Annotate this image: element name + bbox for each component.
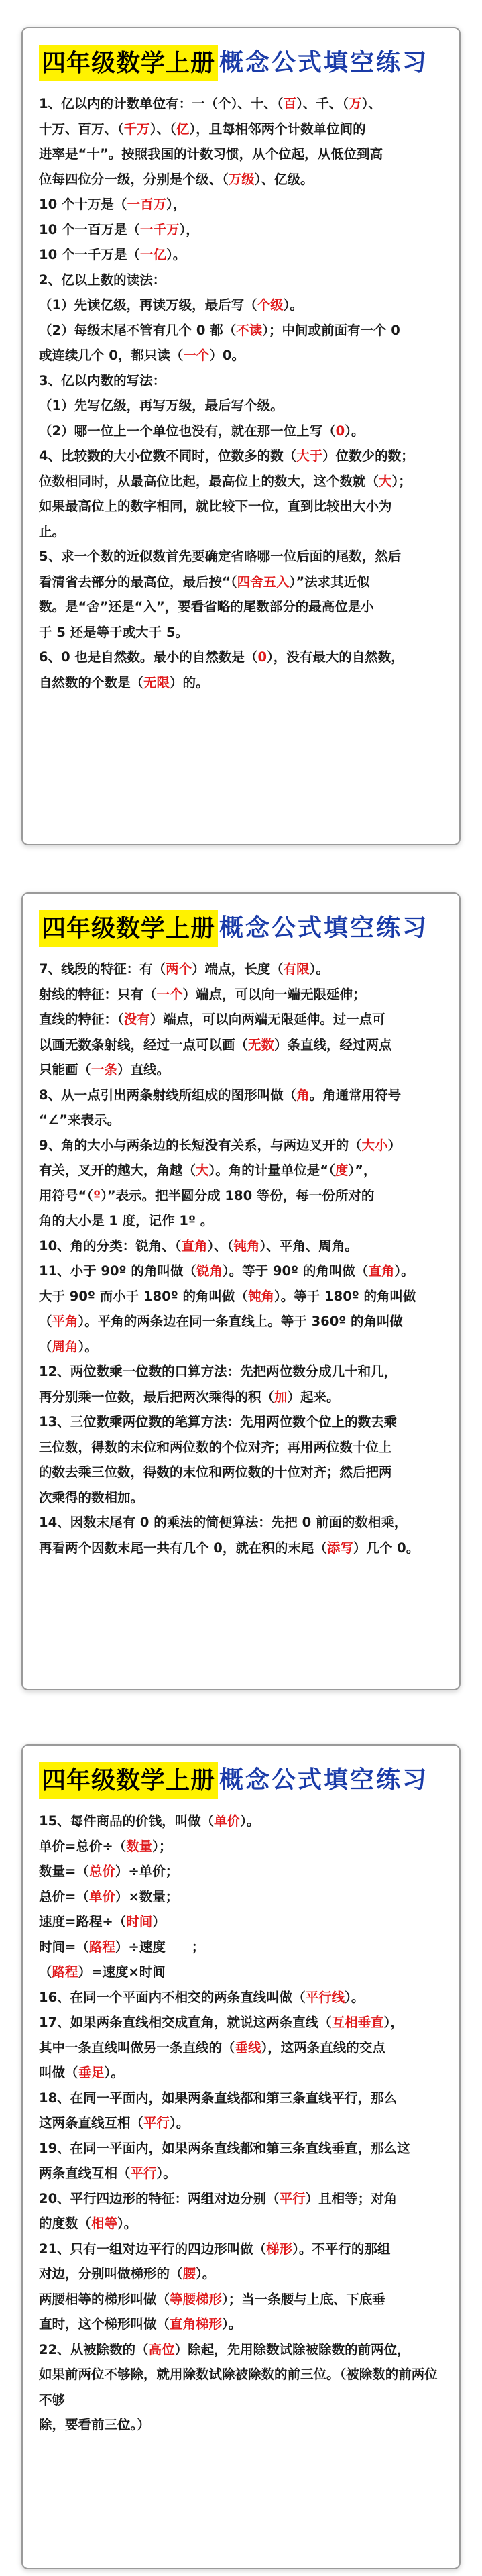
text-line	[39, 2035, 446, 2061]
prompt-text: 只能画（	[39, 1062, 92, 1077]
answer-text: 没有	[123, 1012, 150, 1027]
prompt-text: 如果最高位上的数字相同，就比较下一位，直到比较出大小为	[39, 498, 392, 514]
text-line	[39, 2237, 446, 2262]
text-line	[39, 192, 446, 217]
answer-text: 单价	[214, 1813, 241, 1829]
prompt-text: ）。	[166, 247, 186, 262]
card-title	[39, 908, 446, 949]
prompt-text: 除，要看前三位。）	[39, 2417, 150, 2432]
answer-text: 数量	[126, 1838, 153, 1854]
prompt-text: 12、两位数乘一位数的口算方法：先把两位数分成几十和几，	[39, 1364, 398, 1379]
card-body	[39, 91, 446, 695]
prompt-text: ）。	[394, 1263, 414, 1279]
answer-text: º	[93, 1187, 101, 1203]
prompt-text: 射线的特征：只有（	[39, 986, 157, 1002]
prompt-text: ），	[383, 2015, 404, 2030]
text-line	[39, 2362, 446, 2412]
title-rest: 概念公式填空练习	[219, 49, 429, 76]
text-line	[39, 2010, 446, 2035]
title-highlight: 四年级数学上册	[39, 910, 218, 947]
text-line	[39, 544, 446, 570]
prompt-text: 15、每件商品的价钱，叫做（	[39, 1813, 215, 1829]
prompt-text: 5、求一个数的近似数首先要确定省略哪一位后面的尾数，然后	[39, 549, 402, 564]
prompt-text: ）端点，长度（	[192, 961, 284, 977]
prompt-text: ）的。	[170, 674, 209, 690]
answer-text: 加	[274, 1389, 288, 1405]
prompt-text: 21、只有一组对边平行的四边形叫做（	[39, 2241, 267, 2257]
prompt-text: 数量=（	[39, 1864, 89, 1879]
prompt-text: ）、（	[149, 121, 176, 137]
text-line	[39, 318, 446, 343]
prompt-text: 大于 90º 而小于 180º 的角叫做（	[39, 1288, 248, 1304]
answer-text: 万级	[228, 171, 255, 187]
prompt-text: 19、在同一平面内，如果两条直线都和第三条直线垂直，那么这	[39, 2140, 410, 2156]
prompt-text: ）。	[222, 2316, 242, 2332]
prompt-text: ）、亿级。	[254, 171, 314, 187]
prompt-text: 10 个一千万是（	[39, 247, 140, 262]
text-line	[39, 1809, 446, 1834]
answer-text: 角	[296, 1087, 310, 1103]
prompt-text: 有关，叉开的越大，角越（	[39, 1163, 196, 1178]
answer-text: 时间	[126, 1914, 153, 1929]
text-line	[39, 217, 446, 243]
answer-text: 直角梯形	[170, 2316, 223, 2332]
text-line	[39, 1435, 446, 1460]
answer-text: 平行	[130, 2165, 157, 2181]
text-line	[39, 292, 446, 318]
card-body	[39, 1809, 446, 2438]
prompt-text: ）	[152, 1914, 166, 1929]
text-line	[39, 1183, 446, 1209]
prompt-text: 11、小于 90º 的角叫做（	[39, 1263, 196, 1279]
answer-text: 高位	[148, 2341, 175, 2357]
prompt-text: 或连续几个 0，都只读（	[39, 347, 184, 363]
prompt-text: 直时，这个梯形叫做（	[39, 2316, 170, 2332]
answer-text: 万	[349, 96, 362, 111]
prompt-text: ）。	[196, 2266, 216, 2282]
prompt-text: ），	[179, 221, 199, 237]
prompt-text: “∠”来表示。	[39, 1112, 121, 1128]
prompt-text: 再分别乘一位数，最后把两次乘得的积（	[39, 1389, 275, 1405]
text-line	[39, 982, 446, 1008]
answer-text: 大小	[361, 1137, 388, 1153]
answer-text: 路程	[88, 1939, 115, 1955]
answer-text: 平行	[279, 2190, 306, 2206]
prompt-text: ）端点，可以向两端无限延伸。过一点可	[149, 1012, 385, 1027]
text-line	[39, 2412, 446, 2438]
text-line	[39, 670, 446, 696]
text-line	[39, 1960, 446, 1985]
text-line	[39, 1334, 446, 1360]
prompt-text: ）；	[391, 473, 412, 489]
card-title	[39, 43, 446, 83]
prompt-text: 的数去乘三位数，得数的末位和两位数的十位对齐；然后把两	[39, 1464, 392, 1480]
text-line	[39, 117, 446, 142]
answer-text: 千万	[123, 121, 150, 137]
prompt-text: 18、在同一平面内，如果两条直线都和第三条直线平行，那么	[39, 2090, 398, 2106]
prompt-text: ）。	[170, 2115, 190, 2131]
text-line	[39, 570, 446, 595]
answer-text: 一亿	[139, 247, 166, 262]
answer-text: 梯形	[266, 2241, 293, 2257]
prompt-text: 两腰相等的梯形叫做（	[39, 2291, 170, 2307]
prompt-text: ）×数量；	[115, 1888, 179, 1904]
prompt-text: 数。是“舍”还是“入”，要看省略的尾数部分的最高位是小	[39, 599, 374, 614]
prompt-text: 再看两个因数末尾一共有几个 0，就在积的末尾（	[39, 1540, 327, 1556]
title-highlight: 四年级数学上册	[39, 45, 218, 81]
text-line	[39, 268, 446, 293]
prompt-text: ）；	[152, 1838, 172, 1854]
text-line	[39, 620, 446, 645]
text-line	[39, 419, 446, 444]
prompt-text: ）、平角、周角。	[259, 1238, 358, 1254]
text-line	[39, 1032, 446, 1058]
answer-text: 垂足	[78, 2065, 105, 2080]
text-line	[39, 2136, 446, 2161]
worksheet-card-2	[21, 892, 461, 1690]
answer-text: 腰	[182, 2266, 196, 2282]
prompt-text: 止。	[39, 523, 66, 539]
text-line	[39, 957, 446, 982]
answer-text: 0	[257, 649, 267, 665]
prompt-text: ）。	[104, 2065, 124, 2080]
title-rest: 概念公式填空练习	[219, 1766, 429, 1794]
prompt-text: （	[39, 1964, 52, 1980]
answer-text: 个级	[257, 297, 284, 313]
answer-text: 大	[379, 473, 392, 489]
prompt-text: 自然数的个数是（	[39, 674, 144, 690]
answer-text: 两个	[166, 961, 192, 977]
prompt-text: （	[39, 1338, 52, 1354]
prompt-text: 8、从一点引出两条射线所组成的图形叫做（	[39, 1087, 297, 1103]
answer-text: 一个	[183, 347, 210, 363]
prompt-text: 角的大小是 1 度，记作 1º 。	[39, 1213, 214, 1228]
prompt-text: ）。	[240, 1813, 260, 1829]
answer-text: 亿	[176, 121, 190, 137]
prompt-text: ）。	[156, 2165, 176, 2181]
prompt-text: ）。	[117, 2216, 137, 2231]
prompt-text: ）。等于 90º 的角叫做（	[222, 1263, 369, 1279]
text-line	[39, 167, 446, 193]
prompt-text: （1）先写亿级，再写万级，最后写个级。	[39, 398, 284, 413]
answer-text: 一个	[156, 986, 183, 1002]
answer-text: 直角	[368, 1263, 395, 1279]
prompt-text: ），没有最大的自然数，	[267, 649, 404, 665]
prompt-text: ）；中间或前面有一个 0	[262, 322, 400, 338]
prompt-text: 17、如果两条直线相交成直角，就说这两条直线（	[39, 2015, 332, 2030]
answer-text: 互相垂直	[331, 2015, 384, 2030]
prompt-text: （1）先读亿级，再读万级，最后写（	[39, 297, 257, 313]
prompt-text: ）、	[361, 96, 381, 111]
text-line	[39, 2211, 446, 2237]
prompt-text: ）。	[345, 1989, 365, 2005]
answer-text: 无限	[143, 674, 170, 690]
prompt-text: 于 5 还是等于或大于 5。	[39, 624, 189, 640]
answer-text: 大	[196, 1163, 209, 1178]
prompt-text: 16、在同一个平面内不相交的两条直线叫做（	[39, 1989, 306, 2005]
text-line	[39, 2312, 446, 2337]
prompt-text: ）几个 0。	[353, 1540, 420, 1556]
text-line	[39, 1258, 446, 1284]
card-title	[39, 1760, 446, 1801]
prompt-text: ）；当一条腰与上底、下底垂	[222, 2291, 385, 2307]
text-line	[39, 2337, 446, 2363]
answer-text: 平行	[143, 2115, 170, 2131]
answer-text: 大于	[296, 448, 323, 464]
text-line	[39, 1510, 446, 1536]
prompt-text: （2）哪一位上一个单位也没有，就在那一位上写（	[39, 423, 336, 439]
answer-text: 总价	[88, 1864, 115, 1879]
prompt-text: 速度=路程÷（	[39, 1914, 127, 1929]
answer-text: 等腰梯形	[170, 2291, 223, 2307]
prompt-text: 7、线段的特征：有（	[39, 961, 166, 977]
prompt-text: 三位数，得数的末位和两位数的个位对齐；再用两位数十位上	[39, 1439, 392, 1455]
prompt-text: 的度数（	[39, 2216, 92, 2231]
text-line	[39, 1460, 446, 1485]
text-line	[39, 1057, 446, 1083]
prompt-text: 用符号“（	[39, 1187, 94, 1203]
answer-text: 相等	[91, 2216, 118, 2231]
prompt-text: 位数相同时，从最高位比起，最高位上的数大，这个数就（	[39, 473, 379, 489]
text-line	[39, 2110, 446, 2136]
prompt-text: ）0。	[209, 347, 245, 363]
text-line	[39, 443, 446, 469]
answer-text: 钝角	[233, 1238, 260, 1254]
text-line	[39, 2161, 446, 2186]
text-line	[39, 1909, 446, 1935]
prompt-text: 其中一条直线叫做另一条直线的（	[39, 2039, 235, 2055]
title-rest: 概念公式填空练习	[219, 914, 429, 942]
prompt-text: ），	[166, 197, 186, 212]
prompt-text: （2）每级末尾不管有几个 0 都（	[39, 322, 237, 338]
prompt-text: 总价=（	[39, 1888, 89, 1904]
prompt-text: ）”法求其近似	[289, 574, 370, 590]
prompt-text: 4、比较数的大小位数不同时，位数多的数（	[39, 448, 297, 464]
answer-text: 平行线	[305, 1989, 345, 2005]
answer-text: 添写	[326, 1540, 353, 1556]
prompt-text: ）。平角的两条边在同一条直线上。等于 360º 的角叫做	[78, 1313, 404, 1329]
answer-text: 无数	[248, 1036, 275, 1053]
answer-text: 锐角	[196, 1263, 223, 1279]
prompt-text: ）÷单价；	[115, 1864, 179, 1879]
answer-text: 0	[335, 423, 345, 439]
text-line	[39, 1309, 446, 1334]
text-line	[39, 393, 446, 419]
text-line	[39, 343, 446, 368]
prompt-text: 10 个一百万是（	[39, 221, 140, 237]
prompt-text: ）。等于 180º 的角叫做	[274, 1288, 416, 1304]
text-line	[39, 2261, 446, 2287]
prompt-text: 如果前两位不够除，就用除数试除被除数的前三位。（被除数的前两位不够	[39, 2367, 438, 2408]
prompt-text: 叫做（	[39, 2065, 78, 2080]
text-line	[39, 142, 446, 167]
worksheet-card-3	[21, 1744, 461, 2569]
answer-text: 单价	[88, 1888, 115, 1904]
prompt-text: ）。	[78, 1338, 98, 1354]
text-line	[39, 594, 446, 620]
prompt-text: 10、角的分类：锐角、（	[39, 1238, 182, 1254]
text-line	[39, 1234, 446, 1259]
text-line	[39, 1133, 446, 1159]
prompt-text: 两条直线互相（	[39, 2165, 131, 2181]
prompt-text: ）、千、（	[296, 96, 349, 111]
answer-text: 平角	[52, 1313, 78, 1329]
text-line	[39, 1409, 446, 1435]
text-line	[39, 91, 446, 117]
answer-text: 一千万	[139, 221, 180, 237]
prompt-text: ）	[387, 1137, 402, 1153]
prompt-text: ），且每相邻两个计数单位间的	[189, 121, 366, 137]
prompt-text: 9、角的大小与两条边的长短没有关系，与两边叉开的（	[39, 1137, 362, 1153]
prompt-text: ）÷速度 ；	[115, 1939, 205, 1955]
text-line	[39, 2086, 446, 2111]
prompt-text: ）”表示。把半圆分成 180 等份，每一份所对的	[101, 1187, 375, 1203]
prompt-text: 位每四位分一级，分别是个级、（	[39, 171, 229, 187]
prompt-text: ）。角的计量单位是“（	[208, 1163, 335, 1178]
answer-text: 百	[283, 96, 297, 111]
text-line	[39, 368, 446, 394]
card-body	[39, 957, 446, 1560]
prompt-text: 13、三位数乘两位数的笔算方法：先用两位数个位上的数去乘	[39, 1414, 398, 1430]
answer-text: 有限	[283, 961, 310, 977]
title-highlight: 四年级数学上册	[39, 1762, 218, 1799]
prompt-text: ）。不平行的那组	[292, 2241, 391, 2257]
prompt-text: ）。	[345, 423, 365, 439]
prompt-text: 。角通常用符号	[309, 1087, 402, 1103]
prompt-text: ）。	[309, 961, 329, 977]
answer-text: 直角	[181, 1238, 208, 1254]
prompt-text: （	[39, 1313, 52, 1329]
answer-text: 周角	[52, 1338, 78, 1354]
prompt-text: ）。	[283, 297, 303, 313]
text-line	[39, 242, 446, 268]
text-line	[39, 469, 446, 494]
prompt-text: 2、亿以上数的读法：	[39, 272, 166, 288]
answer-text: 路程	[52, 1964, 78, 1980]
prompt-text: ）直线。	[117, 1062, 170, 1077]
text-line	[39, 1859, 446, 1884]
answer-text: 不读	[236, 322, 263, 338]
answer-text: 一条	[91, 1062, 118, 1077]
prompt-text: 直线的特征：（	[39, 1012, 124, 1027]
text-line	[39, 1108, 446, 1133]
prompt-text: 6、0 也是自然数。最小的自然数是（	[39, 649, 258, 665]
prompt-text: ）=速度×时间	[78, 1964, 166, 1980]
text-line	[39, 2287, 446, 2312]
prompt-text: 进率是“十”。按照我国的计数习惯，从个位起，从低位到高	[39, 146, 383, 162]
prompt-text: 以画无数条射线，经过一点可以画（	[39, 1036, 249, 1053]
prompt-text: 单价=总价÷（	[39, 1838, 127, 1854]
prompt-text: 22、从被除数的（	[39, 2341, 149, 2357]
text-line	[39, 1007, 446, 1032]
text-line	[39, 1834, 446, 1860]
prompt-text: ）条直线，经过两点	[274, 1036, 392, 1053]
prompt-text: ）位数少的数；	[322, 448, 414, 464]
prompt-text: 1、亿以内的计数单位有：一（个）、十、（	[39, 96, 284, 111]
prompt-text: ）端点，可以向一端无限延伸；	[182, 986, 366, 1002]
answer-text: 钝角	[248, 1288, 275, 1304]
text-line	[39, 645, 446, 670]
prompt-text: ）除起，先用除数试除被除数的前两位，	[174, 2341, 410, 2357]
text-line	[39, 2060, 446, 2086]
prompt-text: 十万、百万、（	[39, 121, 124, 137]
prompt-text: 时间=（	[39, 1939, 89, 1955]
prompt-text: 这两条直线互相（	[39, 2115, 144, 2131]
text-line	[39, 1536, 446, 1561]
text-line	[39, 1359, 446, 1385]
worksheet-card-1	[21, 27, 461, 845]
answer-text: 垂线	[235, 2039, 261, 2055]
answer-text: 度	[335, 1163, 349, 1178]
prompt-text: 14、因数末尾有 0 的乘法的简便算法：先把 0 前面的数相乘，	[39, 1515, 408, 1530]
text-line	[39, 1284, 446, 1309]
prompt-text: ）起来。	[287, 1389, 340, 1405]
prompt-text: 20、平行四边形的特征：两组对边分别（	[39, 2190, 280, 2206]
text-line	[39, 2186, 446, 2212]
prompt-text: ）”，	[348, 1163, 377, 1178]
text-line	[39, 1158, 446, 1183]
answer-text: 一百万	[127, 197, 166, 212]
prompt-text: 3、亿以内数的写法：	[39, 372, 166, 388]
text-line	[39, 519, 446, 545]
prompt-text: 对边，分别叫做梯形的（	[39, 2266, 183, 2282]
prompt-text: ），这两条直线的交点	[261, 2039, 385, 2055]
answer-text: 四舍五入	[237, 574, 290, 590]
prompt-text: 看清省去部分的最高位，最后按“（	[39, 574, 237, 590]
text-line	[39, 1935, 446, 1960]
prompt-text: ）、（	[207, 1238, 234, 1254]
text-line	[39, 1884, 446, 1910]
text-line	[39, 1985, 446, 2010]
text-line	[39, 494, 446, 519]
text-line	[39, 1485, 446, 1511]
prompt-text: 10 个十万是（	[39, 197, 127, 212]
text-line	[39, 1083, 446, 1108]
prompt-text: ）且相等；对角	[305, 2190, 398, 2206]
text-line	[39, 1385, 446, 1410]
prompt-text: 次乘得的数相加。	[39, 1489, 144, 1505]
text-line	[39, 1208, 446, 1234]
